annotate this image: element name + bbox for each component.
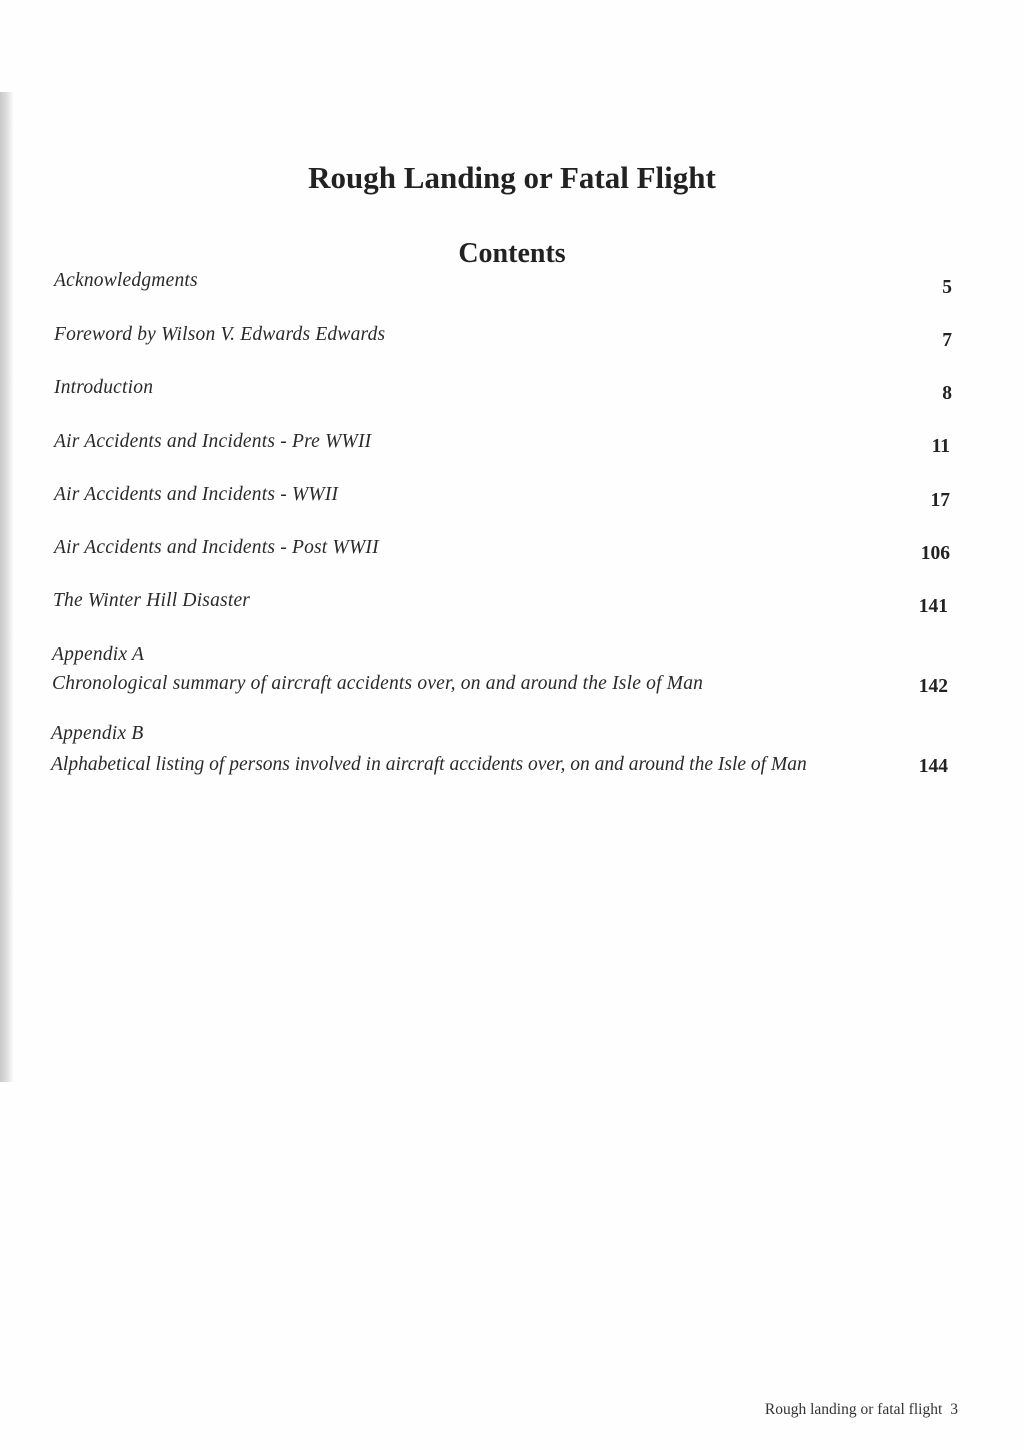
toc-entry-page: 11 (931, 436, 950, 457)
toc-entry-title: Air Accidents and Incidents - WWII (54, 484, 339, 505)
footer-running-title: Rough landing or fatal flight (764, 1401, 943, 1418)
footer-page-number: 3 (950, 1401, 958, 1418)
toc-entry-title: Foreword by Wilson V. Edwards Edwards (54, 324, 386, 345)
toc-entry-title: Introduction (54, 377, 154, 398)
toc-entry-page: 141 (918, 596, 948, 617)
toc-entry-page: 8 (942, 383, 952, 404)
toc-entry-page: 142 (918, 676, 948, 697)
toc-entry-title: The Winter Hill Disaster (53, 590, 251, 611)
toc-entry-subtitle: Chronological summary of aircraft accidents over, on and around the Isle of Man (52, 673, 704, 694)
toc-entry-page: 17 (930, 490, 950, 511)
toc-entry-title: Air Accidents and Incidents - Post WWII (54, 537, 379, 558)
toc-entry-title: Acknowledgments (54, 270, 198, 291)
toc-entry-page: 5 (942, 277, 952, 298)
page-footer (765, 1401, 958, 1419)
toc-entry-subtitle: Alphabetical listing of persons involved in aircraft accidents over, on and around the Isle of Man (51, 754, 807, 775)
toc-entry-title: Appendix B (51, 723, 144, 744)
toc-entry-page: 144 (918, 756, 948, 777)
toc-entry-title: Air Accidents and Incidents - Pre WWII (54, 431, 372, 452)
book-title: Rough Landing or Fatal Flight (308, 160, 716, 195)
toc-entry-page: 106 (920, 543, 950, 564)
toc-entry-title: Appendix A (52, 644, 145, 665)
contents-heading: Contents (458, 238, 566, 269)
toc-entry-page: 7 (942, 330, 952, 351)
